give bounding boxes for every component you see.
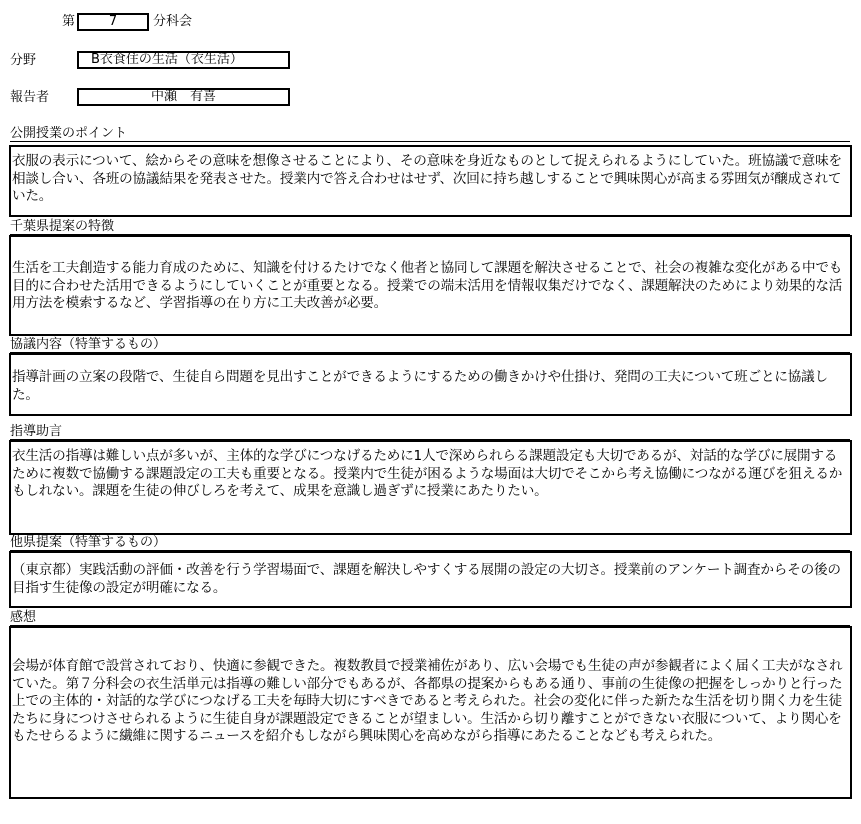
section-body-chiba-proposal — [9, 235, 852, 336]
section-title-impressions: 感想 — [10, 610, 850, 626]
section-text: 生活を工夫創造する能力育成のために、知識を付けるたけでなく他者と協同して課題を解決させることで、社会の複雑な変化がある中でも目的に合わせた活用できるようにしていくことが重要となる。授業での端末活用を情報収集だけでなく、課題解決のためにより効果的な活用方法を模索するなど、学習指導の在り方に工夫改善が必要。 — [12, 260, 843, 311]
section-body-discussion — [9, 353, 852, 416]
session-prefix: 第 — [62, 14, 76, 29]
field-value: B衣食住の生活（衣生活） — [91, 52, 243, 67]
section-title-open-lesson: 公開授業のポイント — [10, 126, 850, 142]
field-value-box — [77, 51, 290, 69]
session-number: 7 — [108, 14, 118, 29]
field-label: 分野 — [10, 53, 37, 68]
section-text: 指導計画の立案の段階で、生徒自ら問題を見出すことができるようにするための働きかけや仕掛け、発問の工夫について班ごとに協議した。 — [12, 369, 828, 403]
reporter-value-box — [77, 88, 290, 106]
session-suffix: 分科会 — [153, 14, 193, 29]
section-body-guidance — [9, 440, 852, 535]
section-title-other-prefecture: 他県提案（特筆するもの） — [10, 535, 850, 551]
section-title-discussion: 協議内容（特筆するもの） — [10, 337, 850, 353]
section-text: 衣生活の指導は難しい点が多いが、主体的な学びにつなげるために1人で深められらる課題設定も大切であるが、対話的な学びに展開するために複数で協働する課題設定の工夫も重要となる。授業内で生徒が困るような場面は大切でそこから考え協働につながる運びを狙えるかもしれない。課題を生徒の伸びしろを考えて、成果を意識し過ぎずに授業にあたりたい。 — [12, 448, 843, 499]
section-text: （東京都）実践活動の評価・改善を行う学習場面で、課題を解決しやすくする展開の設定の大切さ。授業前のアンケート調査からその後の目指す生徒像の設定が明確になる。 — [12, 562, 841, 596]
section-title-chiba-proposal: 千葉県提案の特徴 — [10, 219, 850, 235]
reporter-value: 中瀬 有喜 — [150, 89, 216, 104]
section-text: 衣服の表示について、絵からその意味を想像させることにより、その意味を身近なものとして捉えられるようにしていた。班協議で意味を相談し合い、各班の協議結果を発表させた。授業内で答え合わせはせず、次回に持ち越しすることで興味関心が高まる雰囲気が醸成されていた。 — [12, 153, 842, 204]
section-title-guidance: 指導助言 — [10, 424, 850, 440]
section-body-other-prefecture — [9, 551, 852, 608]
session-number-box — [77, 13, 149, 31]
section-body-impressions — [9, 626, 852, 799]
section-text: 会場が体育館で設営されており、快適に参観できた。複数教員で授業補佐があり、広い会場でも生徒の声が参観者によく届く工夫がなされていた。第７分科会の衣生活単元は指導の難しい部分でもあるが、各都県の提案からもある通り、事前の生徒像の把握をしっかりと行った上での主体的・対話的な学びにつなげる工夫を毎時大切にすべきであると考えられた。社会の変化に伴った新たな生活を切り開く力を生徒たちに身につけさせられるように生徒自身が課題設定できることが望ましい。生活から切り離すことができない衣服について、より関心をもたせらるように繊維に関するニュースを紹介もしながら興味関心を高めながら指導にあたることなども考えられた。 — [12, 658, 843, 744]
reporter-label: 報告者 — [10, 90, 50, 105]
section-body-open-lesson — [9, 145, 852, 217]
